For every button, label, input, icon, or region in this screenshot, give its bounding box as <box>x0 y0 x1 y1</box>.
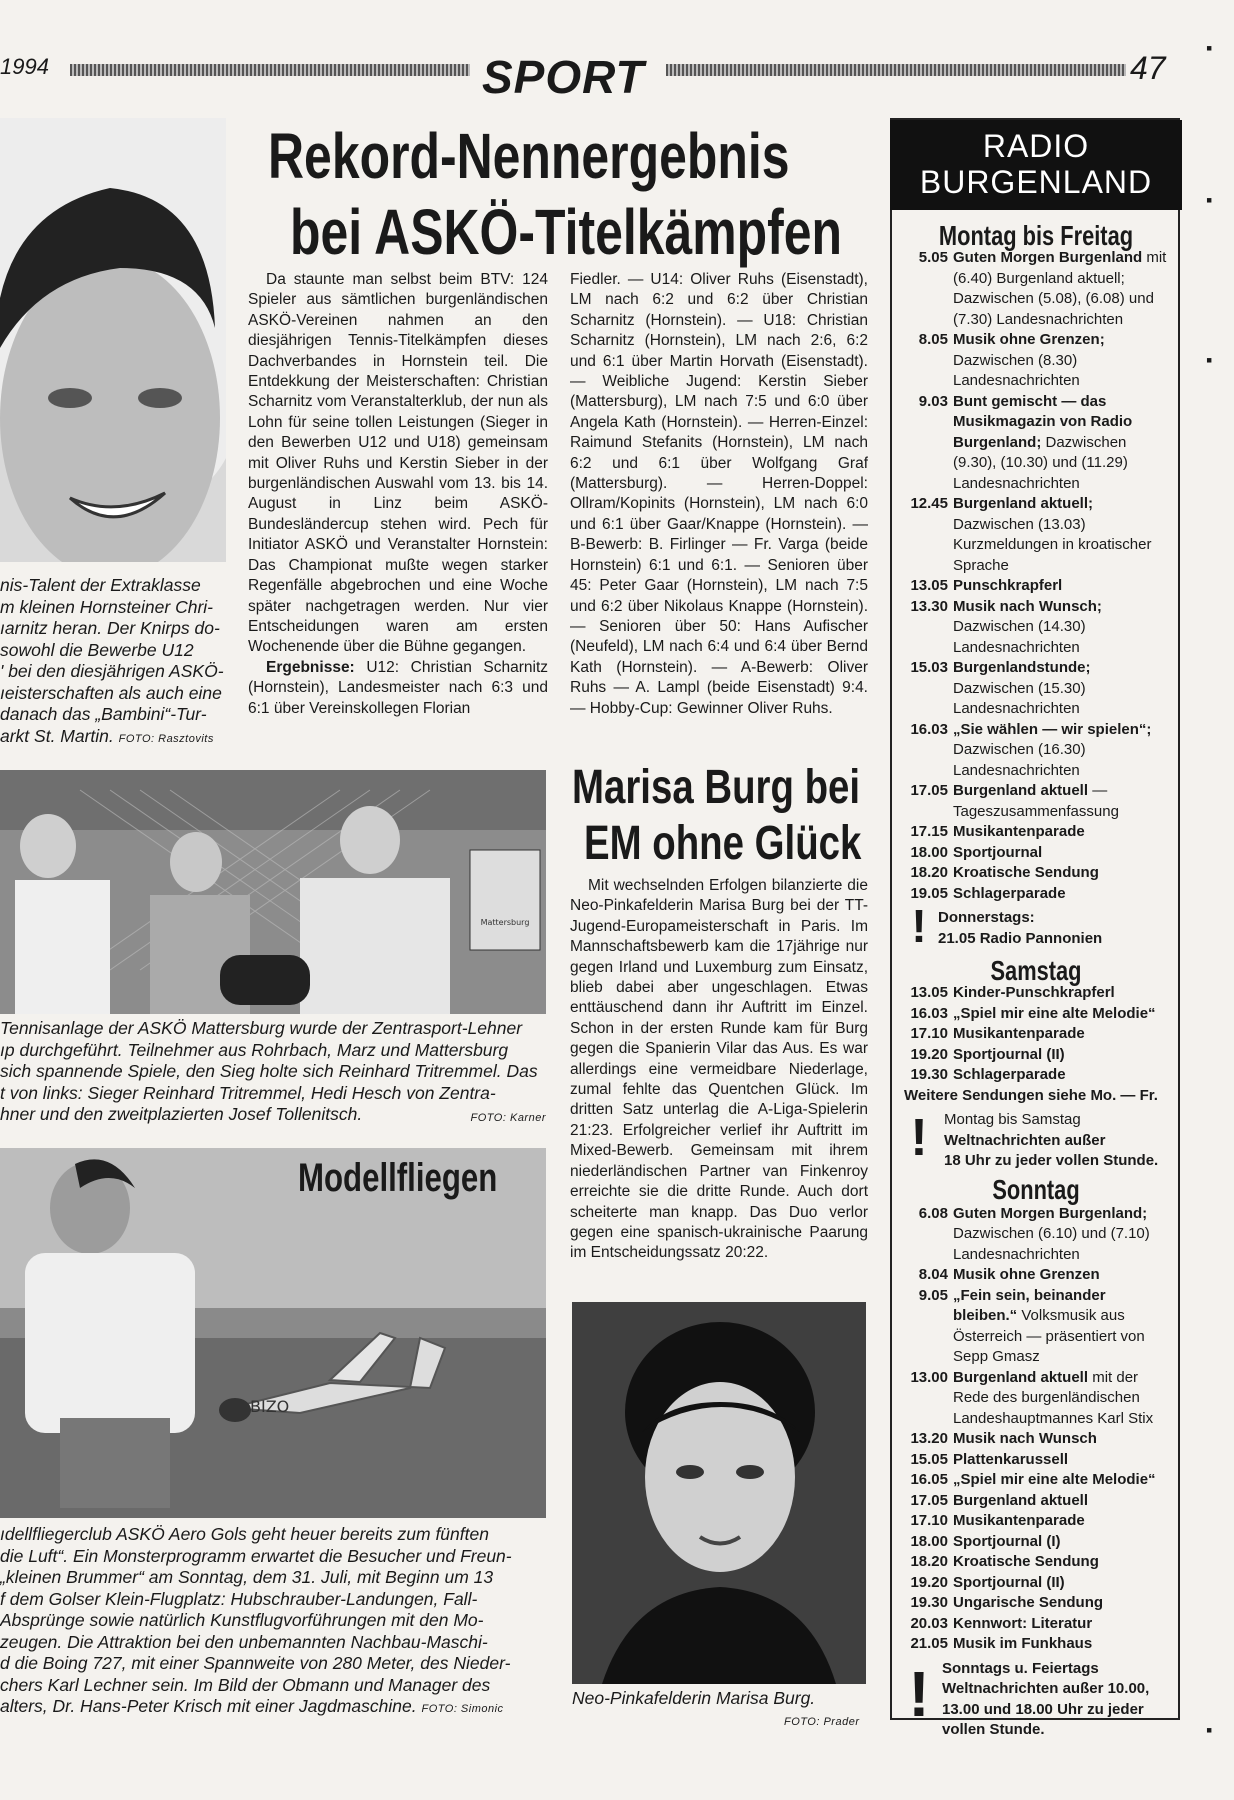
schedule-program <box>953 884 1066 905</box>
schedule-time: 15.03 <box>910 659 948 676</box>
program-title: Musikantenparade <box>953 823 1085 840</box>
schedule-row <box>892 1552 1168 1573</box>
schedule-program <box>953 822 1085 843</box>
program-detail: Dazwischen (16.30) Landesnachrichten <box>953 741 1086 779</box>
schedule-row <box>892 1491 1168 1512</box>
schedule-time: 16.03 <box>910 720 948 738</box>
headline-article2-line1: Marisa Burg bei <box>572 761 861 814</box>
schedule-row <box>892 1286 1168 1368</box>
schedule-program <box>953 720 1168 782</box>
schedule-row <box>892 1470 1168 1491</box>
schedule-time: 12.45 <box>910 495 948 512</box>
schedule-program <box>953 330 1168 392</box>
note-line: 13.00 und 18.00 Uhr zu jeder <box>942 1700 1144 1718</box>
schedule-row <box>892 1004 1168 1025</box>
schedule-time: 21.05 <box>910 1635 948 1652</box>
caption-line: hner und den zweitplazierten Josef Tollenitsch. <box>0 1104 363 1124</box>
margin-mark: ▪ <box>1206 38 1213 58</box>
caption-line: „kleinen Brummer“ am Sonntag, dem 31. Juli, mit Beginn um 13 <box>0 1567 494 1587</box>
program-detail: Dazwischen (6.10) und (7.10) Landesnachrichten <box>953 1225 1150 1263</box>
note-line: Weltnachrichten außer 10.00, <box>942 1680 1150 1697</box>
schedule-row <box>892 1614 1168 1635</box>
caption-line: d die Boing 727, mit einer Spannweite von 280 Meter, des Nieder- <box>0 1653 511 1673</box>
schedule-time: 19.30 <box>910 1066 948 1083</box>
program-detail: Volksmusik aus Österreich — präsentiert von Sepp Gmasz <box>953 1307 1145 1365</box>
note-donnerstag <box>890 900 1182 952</box>
section-title: SPORT <box>482 51 645 103</box>
schedule-sunday <box>890 1204 1182 1655</box>
schedule-program <box>953 1614 1092 1635</box>
exclamation-icon: ! <box>908 1657 930 1730</box>
schedule-row <box>892 494 1168 576</box>
caption-line: zeugen. Die Attraktion bei den unbemannten Nachbau-Maschi- <box>0 1631 488 1652</box>
article1-column-1 <box>248 270 548 756</box>
schedule-program <box>953 1204 1168 1266</box>
article1-body: Da staunte man selbst beim BTV: 124 Spieler aus sämtlichen burgenländischen ASKÖ-Vereinen nahmen an den diesjährigen Tennis-Titelkämpfen dieses Dachverbandes in Hornstein teil. Die Entdekkung der Meisterschaften: Christian Scharnitz vom Veranstalterklub, der nun als Lohn für seine tollen Leistungen (Sieger in den Bewerben U12 und U18) gemeinsam mit Oliver Ruhs und Kerstin Sieber in der burgenländischen Auswahl vom 13. bis 14. August in Linz beim ASKÖ-Bundesländercup stehen wird. Pech für Initiator ASKÖ und Veranstalter Hornstein: Das Championat mußte wegen starker Regenfälle abgebrochen und eine Woche später nachgetragen werden. Nur vier Entscheidungen waren am ersten Wochenende über die Bühne gegangen. <box>248 271 548 656</box>
schedule-program <box>953 1573 1065 1594</box>
photo-credit: FOTO: Prader <box>784 1716 860 1728</box>
program-title: „Fein sein, beinander bleiben.“ <box>953 1286 1106 1324</box>
note-montag-samstag <box>890 1110 1182 1172</box>
photo-boy <box>0 118 226 562</box>
schedule-row <box>892 843 1168 864</box>
schedule-time: 15.05 <box>910 1450 948 1468</box>
program-title: Sportjournal (I) <box>953 1532 1061 1550</box>
caption-line: ' bei den diesjährigen ASKÖ- <box>0 661 224 681</box>
schedule-row <box>892 1573 1168 1594</box>
schedule-row <box>892 330 1168 392</box>
schedule-time: 13.30 <box>910 597 948 615</box>
program-detail: mit der Rede des burgenländischen Landeshauptmannes Karl Stix <box>953 1368 1154 1427</box>
caption-modellfliegen <box>0 1524 546 1721</box>
schedule-row <box>892 863 1168 884</box>
caption-line: sowohl die Bewerbe U12 <box>0 639 194 660</box>
program-title: Bunt gemischt — das Musikmagazin von Radio Burgenland; <box>953 392 1133 451</box>
caption-line: sich spannende Spiele, den Sieg holte sich Reinhard Tritremmel. Das <box>0 1061 538 1081</box>
program-title: Kroatische Sendung <box>953 864 1099 881</box>
results-label: Ergebnisse: <box>266 658 355 676</box>
program-title: Musik nach Wunsch <box>953 1430 1097 1447</box>
schedule-row <box>892 1045 1168 1066</box>
schedule-program <box>953 658 1168 720</box>
note-sonntag <box>890 1659 1182 1741</box>
schedule-row <box>892 720 1168 782</box>
schedule-time: 17.05 <box>910 1491 948 1509</box>
article2-body <box>570 876 868 1306</box>
caption-tennis <box>0 1018 546 1126</box>
schedule-time: 13.00 <box>910 1368 948 1386</box>
day-heading: Samstag <box>990 955 1082 986</box>
note-line: Donnerstags: <box>938 909 1035 926</box>
schedule-program <box>953 248 1168 330</box>
radio-title-box <box>890 120 1182 210</box>
article1-column-2 <box>570 270 868 756</box>
note-line: 21.05 Radio Pannonien <box>938 929 1103 947</box>
schedule-program <box>953 1024 1085 1045</box>
schedule-row <box>892 248 1168 330</box>
schedule-row <box>892 1429 1168 1450</box>
program-title: Kinder-Punschkrapferl <box>953 984 1115 1001</box>
exclamation-icon: ! <box>910 1109 928 1167</box>
note-weitere: Weitere Sendungen siehe Mo. — Fr. <box>904 1086 1158 1104</box>
schedule-time: 17.10 <box>910 1512 948 1529</box>
schedule-time: 6.08 <box>918 1204 948 1222</box>
schedule-row <box>892 1204 1168 1266</box>
schedule-time: 13.05 <box>910 577 948 594</box>
program-title: Schlagerparade <box>953 884 1066 902</box>
schedule-row <box>892 1593 1168 1614</box>
schedule-time: 18.00 <box>910 1532 948 1550</box>
schedule-program <box>953 1552 1099 1573</box>
program-title: Schlagerparade <box>953 1066 1066 1083</box>
schedule-program <box>953 1065 1066 1086</box>
schedule-saturday <box>890 983 1182 1086</box>
schedule-row <box>892 884 1168 905</box>
margin-mark: ▪ <box>1206 190 1213 210</box>
caption-line: Absprünge sowie natürlich Kunstflugvorführungen mit den Mo- <box>0 1610 484 1630</box>
schedule-row <box>892 781 1168 822</box>
schedule-row <box>892 392 1168 495</box>
schedule-row <box>892 1024 1168 1045</box>
schedule-row <box>892 1265 1168 1286</box>
schedule-time: 18.20 <box>910 1553 948 1570</box>
schedule-time: 13.20 <box>910 1430 948 1447</box>
program-title: Sportjournal <box>953 843 1043 861</box>
program-detail: Dazwischen (9.30), (10.30) und (11.29) Landesnachrichten <box>953 433 1128 492</box>
schedule-row <box>892 1511 1168 1532</box>
program-title: Kennwort: Literatur <box>953 1614 1093 1632</box>
program-title: „Spiel mir eine alte Melodie“ <box>953 1471 1156 1488</box>
article1-body-continued: Fiedler. — U14: Oliver Ruhs (Eisenstadt), LM nach 6:2 und 6:2 über Christian Scharnitz (Hornstein). — U18: Christian Scharnitz (Hornstein), LM nach 2:6, 6:2 und 6:1 über Martin Horvath (Eisenstadt). — Weibliche Jugend: Kerstin Sieber (Mattersburg), LM nach 7:5 und 6:0 über Angela Kath (Hornstein). — Herren-Einzel: Raimund Stefanits (Hornstein), LM nach 6:2 und 6:1 über Wolfgang Graf (Mattersburg). — Herren-Doppel: Ollram/Kopinits (Hornstein), LM nach 6:0 und 6:1 über Gaar/Knappe (Hornstein). — B-Bewerb: B. Firlinger — Fr. Varga (beide Hornstein) 6:1 und 6:1. — Senioren über 45: Peter Gaar (Hornstein), LM nach 7:5 und 6:2 über Nikolaus Knappe (Hornstein). — Senioren über 50: Hans Aufischer (Neufeld), LM nach 6:4 und 6:4 über Bernd Kath (Hornstein). — A-Bewerb: Oliver Ruhs — A. Lampl (beide Eisenstadt) 9:4. — Hobby-Cup: Gewinner Oliver Ruhs. <box>570 271 868 717</box>
photo-model-plane <box>0 1148 546 1518</box>
photo-tennis-group <box>0 770 546 1014</box>
caption-line: ıdellfliegerclub ASKÖ Aero Gols geht heuer bereits zum fünften <box>0 1524 489 1544</box>
program-detail: — Tageszusammenfassung <box>953 782 1119 820</box>
schedule-time: 19.20 <box>910 1573 948 1591</box>
schedule-row <box>892 1450 1168 1471</box>
caption-line: danach das „Bambini“-Tur- <box>0 704 207 724</box>
program-title: Burgenland aktuell; <box>953 495 1094 512</box>
schedule-program <box>953 1470 1156 1491</box>
schedule-row <box>892 822 1168 843</box>
schedule-program <box>953 1265 1100 1286</box>
schedule-time: 20.03 <box>910 1614 948 1632</box>
photo-credit: FOTO: Simonic <box>421 1703 504 1715</box>
headline-article1-line1: Rekord-Nennergebnis <box>268 120 790 192</box>
program-title: Punschkrapferl <box>953 577 1063 594</box>
caption-line: chers Karl Lechner sein. Im Bild der Obmann und Manager des <box>0 1674 491 1695</box>
radio-title-2: BURGENLAND <box>919 164 1153 200</box>
schedule-time: 9.05 <box>918 1286 948 1304</box>
caption-marisa: Neo-Pinkafelderin Marisa Burg. <box>572 1688 816 1708</box>
margin-mark: ▪ <box>1206 1720 1213 1740</box>
caption-line: ıp durchgeführt. Teilnehmer aus Rohrbach, Marz und Mattersburg <box>0 1039 509 1060</box>
schedule-row <box>892 1532 1168 1553</box>
schedule-time: 8.04 <box>918 1266 948 1283</box>
day-heading: Sonntag <box>992 1173 1080 1205</box>
schedule-time: 18.20 <box>910 864 948 881</box>
schedule-program <box>953 494 1168 576</box>
program-title: Sportjournal (II) <box>953 1045 1065 1063</box>
schedule-program <box>953 392 1168 495</box>
schedule-program <box>953 863 1099 884</box>
note-line: Weltnachrichten außer <box>944 1131 1106 1149</box>
margin-mark: ▪ <box>1206 350 1213 370</box>
program-title: Musik nach Wunsch; <box>953 597 1102 615</box>
schedule-program <box>953 597 1168 659</box>
program-title: Musik im Funkhaus <box>953 1635 1093 1652</box>
header-rule-left <box>70 64 470 76</box>
schedule-weekdays <box>890 248 1182 904</box>
schedule-row <box>892 1634 1168 1655</box>
schedule-program <box>953 1368 1168 1430</box>
headline-modellfliegen: Modellfliegen <box>298 1156 498 1200</box>
schedule-row <box>892 1368 1168 1430</box>
schedule-time: 17.05 <box>910 782 948 799</box>
schedule-time: 17.10 <box>910 1025 948 1042</box>
note-line: Sonntags u. Feiertags <box>942 1659 1099 1677</box>
caption-line: Tennisanlage der ASKÖ Mattersburg wurde der Zentrasport-Lehner <box>0 1018 523 1038</box>
program-title: Sportjournal (II) <box>953 1573 1065 1591</box>
program-title: Guten Morgen Burgenland <box>953 249 1143 266</box>
schedule-time: 17.15 <box>910 823 948 840</box>
headline-article1-line2: bei ASKÖ-Titelkämpfen <box>290 196 842 268</box>
headline-article2-line2: EM ohne Glück <box>584 817 862 870</box>
schedule-time: 16.03 <box>910 1004 948 1022</box>
schedule-program <box>953 843 1042 864</box>
caption-line: t von links: Sieger Reinhard Tritremmel, Hedi Hesch von Zentra- <box>0 1082 496 1103</box>
schedule-program <box>953 1634 1092 1655</box>
caption-line: alters, Dr. Hans-Peter Krisch mit einer Jagdmaschine. <box>0 1696 417 1716</box>
header-rule-right <box>666 64 1126 76</box>
schedule-row <box>892 658 1168 720</box>
schedule-program <box>953 576 1062 597</box>
program-title: Plattenkarussell <box>953 1450 1069 1468</box>
program-title: Musikantenparade <box>953 1512 1085 1529</box>
radio-schedule <box>890 220 1182 1741</box>
program-detail: Dazwischen (13.03) Kurzmeldungen in kroatischer Sprache <box>953 515 1152 574</box>
program-title: „Sie wählen — wir spielen“; <box>953 720 1152 738</box>
program-title: Musik ohne Grenzen; <box>953 331 1105 348</box>
schedule-time: 18.00 <box>910 843 948 861</box>
schedule-time: 16.05 <box>910 1471 948 1488</box>
schedule-time: 5.05 <box>918 249 948 266</box>
page-number: 47 <box>1130 50 1166 86</box>
caption-line: f dem Golser Klein-Flugplatz: Hubschrauber-Landungen, Fall- <box>0 1588 478 1609</box>
program-title: Musikantenparade <box>953 1025 1085 1042</box>
schedule-time: 19.30 <box>910 1594 948 1611</box>
program-title: „Spiel mir eine alte Melodie“ <box>953 1004 1156 1022</box>
schedule-program <box>953 1450 1068 1471</box>
program-title: Burgenland aktuell <box>953 782 1089 799</box>
program-title: Burgenland aktuell <box>953 1368 1089 1386</box>
schedule-row <box>892 597 1168 659</box>
program-title: Musik ohne Grenzen <box>953 1266 1100 1283</box>
schedule-program <box>953 1045 1065 1066</box>
schedule-program <box>953 1532 1061 1553</box>
program-detail: Dazwischen (14.30) Landesnachrichten <box>953 618 1086 656</box>
exclamation-icon: ! <box>911 900 927 952</box>
schedule-time: 19.20 <box>910 1045 948 1063</box>
schedule-row <box>892 576 1168 597</box>
note-line: Montag bis Samstag <box>944 1111 1081 1128</box>
program-detail: mit (6.40) Burgenland aktuell; Dazwischen (5.08), (6.08) und (7.30) Landesnachrichten <box>953 249 1167 328</box>
schedule-program <box>953 1593 1103 1614</box>
program-title: Ungarische Sendung <box>953 1594 1104 1611</box>
photo-credit: FOTO: Rasztovits <box>118 732 214 745</box>
caption-line: ıeisterschaften als auch eine <box>0 682 222 703</box>
caption-boy <box>0 575 226 750</box>
program-detail: Dazwischen (15.30) Landesnachrichten <box>953 679 1086 717</box>
schedule-program <box>953 781 1168 822</box>
program-title: Burgenlandstunde; <box>953 659 1091 676</box>
caption-line: m kleinen Hornsteiner Chri- <box>0 596 213 617</box>
schedule-time: 9.03 <box>918 392 948 410</box>
program-title: Burgenland aktuell <box>953 1491 1089 1509</box>
schedule-program <box>953 1004 1156 1025</box>
caption-line: arkt St. Martin. <box>0 725 114 746</box>
caption-line: die Luft“. Ein Monsterprogramm erwartet die Besucher und Freun- <box>0 1545 512 1566</box>
photo-marisa-burg <box>572 1302 866 1684</box>
schedule-program <box>953 1491 1088 1512</box>
schedule-program <box>953 1511 1085 1532</box>
caption-line: nis-Talent der Extraklasse <box>0 575 201 595</box>
schedule-time: 19.05 <box>910 884 948 902</box>
results-text: U12: Christian Scharnitz (Hornstein), Landesmeister nach 6:3 und 6:1 über Vereinskollegen Florian <box>248 658 548 717</box>
radio-title-1: RADIO <box>982 128 1090 164</box>
schedule-program <box>953 1286 1168 1368</box>
program-title: Guten Morgen Burgenland; <box>953 1204 1148 1222</box>
day-heading: Montag bis Freitag <box>938 220 1134 251</box>
plane-marking: BIZO <box>250 1397 290 1416</box>
caption-line: ıarnitz heran. Der Knirps do- <box>0 618 220 638</box>
schedule-program <box>953 1429 1097 1450</box>
note-line: vollen Stunde. <box>942 1721 1045 1738</box>
schedule-time: 13.05 <box>910 984 948 1001</box>
program-title: Kroatische Sendung <box>953 1553 1099 1570</box>
note-line: 18 Uhr zu jeder vollen Stunde. <box>944 1152 1159 1169</box>
photo-credit: FOTO: Karner <box>470 1112 546 1124</box>
poster-text: Mattersburg <box>480 918 530 927</box>
article2-text: Mit wechselnden Erfolgen bilanzierte die Neo-Pinkafelderin Marisa Burg bei der TT-Jugend-Europameisterschaft in Paris. Im Mannschaftsbewerb kam die 17jährige nur gegen Irland und Luxemburg zum Einsatz, blieb dabei aber ungeschlagen. Etwas enttäuschend dann ihr Auftritt im Einzel. Schon in der ersten Runde kam für Burg gegen die Spanierin Vilar das Aus. Es war allerdings eine vermeidbare Niederlage, zumal fehlte das Quentchen Glück. Im dritten Satz unterlag die A-Liga-Spielerin 21:23. Erfolgreicher verlief ihr Auftritt im Mixed-Bewerb. Gemeinsam mit ihrem niederländischen Partner van Finkenroy erreichte sie die dritte Runde. Auch dort scheiterte man knapp. Das Duo verlor gegen eine spanisch-ukrainische Paarung im Entscheidungssatz 20:22. <box>570 877 868 1262</box>
header-year: 1994 <box>0 54 49 79</box>
program-detail: Dazwischen (8.30) Landesnachrichten <box>953 351 1080 389</box>
schedule-time: 8.05 <box>918 331 948 348</box>
schedule-row <box>892 1065 1168 1086</box>
